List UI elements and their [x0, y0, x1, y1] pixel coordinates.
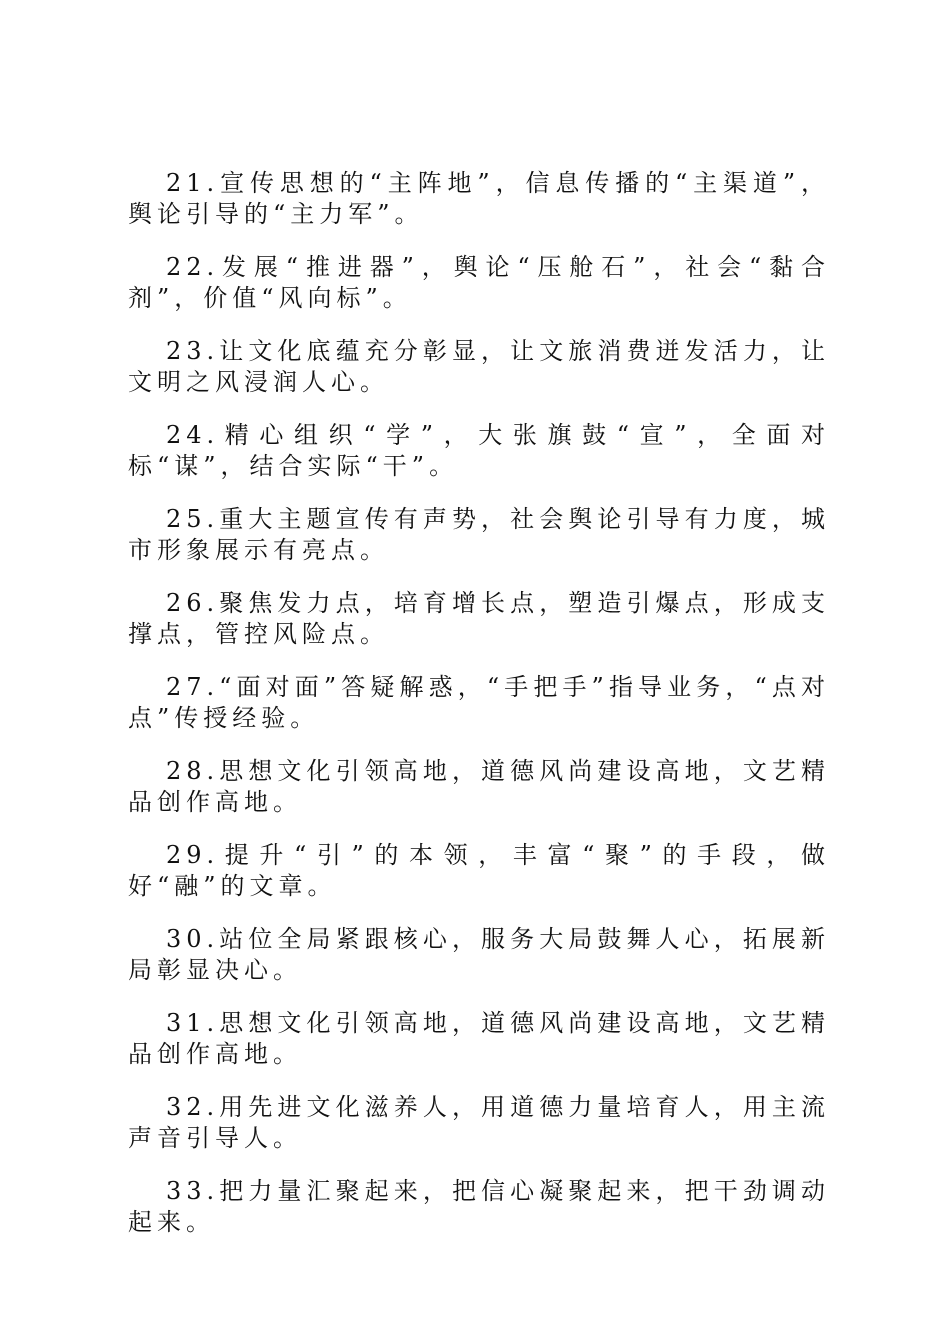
list-item: 27.“面对面”答疑解惑，“手把手”指导业务，“点对点”传授经验。 — [128, 673, 830, 732]
list-item: 30.站位全局紧跟核心，服务大局鼓舞人心，拓展新局彰显决心。 — [128, 925, 830, 984]
list-item: 29.提升“引”的本领，丰富“聚”的手段，做好“融”的文章。 — [128, 841, 830, 900]
list-item: 22.发展“推进器”，舆论“压舱石”，社会“黏合剂”，价值“风向标”。 — [128, 253, 830, 312]
list-item: 28.思想文化引领高地，道德风尚建设高地，文艺精品创作高地。 — [128, 757, 830, 816]
list-item: 21.宣传思想的“主阵地”，信息传播的“主渠道”，舆论引导的“主力军”。 — [128, 169, 830, 228]
list-item: 31.思想文化引领高地，道德风尚建设高地，文艺精品创作高地。 — [128, 1009, 830, 1068]
document-body — [128, 168, 830, 1260]
list-item: 33.把力量汇聚起来，把信心凝聚起来，把干劲调动起来。 — [128, 1177, 830, 1236]
list-item: 32.用先进文化滋养人，用道德力量培育人，用主流声音引导人。 — [128, 1093, 830, 1152]
list-item: 25.重大主题宣传有声势，社会舆论引导有力度，城市形象展示有亮点。 — [128, 505, 830, 564]
list-item: 26.聚焦发力点，培育增长点，塑造引爆点，形成支撑点，管控风险点。 — [128, 589, 830, 648]
list-item: 24.精心组织“学”，大张旗鼓“宣”，全面对标“谋”，结合实际“干”。 — [128, 421, 830, 480]
list-item: 23.让文化底蕴充分彰显，让文旅消费迸发活力，让文明之风浸润人心。 — [128, 337, 830, 396]
